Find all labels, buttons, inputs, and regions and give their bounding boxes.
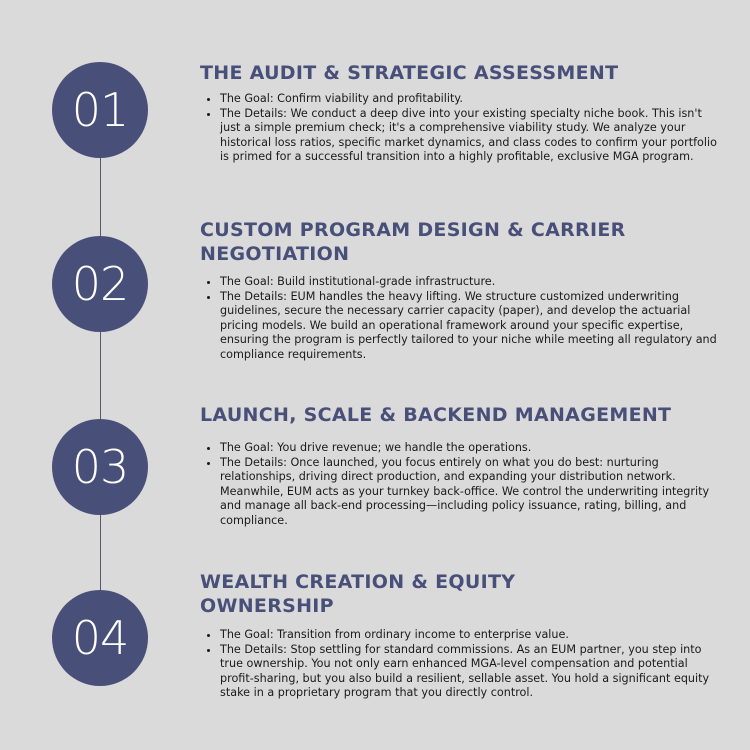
step-3-goal: • The Goal: You drive revenue; we handle the operations. (220, 441, 720, 456)
step-3-block (200, 403, 720, 529)
step-1-details: • The Details: We conduct a deep dive into your existing specialty niche book. This isn't just a simple premium check; it's a comprehensive viability study. We analyze your historical loss ratios, specific market dynamics, and class codes to confirm your portfolio is primed for a successful transition into a highly profitable, exclusive MGA program. (220, 107, 720, 165)
step-2-title: CUSTOM PROGRAM DESIGN & CARRIER NEGOTIATION (200, 219, 626, 265)
step-1-circle (52, 62, 148, 158)
step-1-number: 01 (71, 83, 129, 137)
step-1-title: THE AUDIT & STRATEGIC ASSESSMENT (200, 62, 619, 84)
step-2-number: 02 (71, 257, 129, 311)
step-3-circle (52, 419, 148, 515)
step-2-list (200, 275, 720, 363)
step-4-number: 04 (71, 611, 129, 665)
step-3-details: • The Details: Once launched, you focus entirely on what you do best: nurturing relationships, driving direct production, and expanding your distribution network. Meanwhile, EUM acts as your turnkey back-office. We control the underwriting integrity and manage all back-end processing—including policy issuance, rating, billing, and compliance. (220, 456, 720, 529)
step-2-circle (52, 236, 148, 332)
step-4-block (200, 570, 720, 701)
step-2-details: • The Details: EUM handles the heavy lifting. We structure customized underwriting guidelines, secure the necessary carrier capacity (paper), and develop the actuarial pricing models. We build an operational framework around your specific expertise, ensuring the program is perfectly tailored to your niche while meeting all regulatory and compliance requirements. (220, 290, 720, 363)
step-3-number: 03 (71, 440, 129, 494)
step-4-title: WEALTH CREATION & EQUITY OWNERSHIP (200, 571, 516, 617)
step-1-block (200, 61, 720, 165)
step-3-title: LAUNCH, SCALE & BACKEND MANAGEMENT (200, 404, 672, 426)
timeline-line (100, 110, 101, 630)
step-4-list (200, 628, 720, 701)
step-2-block (200, 218, 720, 363)
step-1-goal: • The Goal: Confirm viability and profitability. (220, 92, 720, 107)
step-4-circle (52, 590, 148, 686)
step-1-list (200, 92, 720, 165)
step-3-list (200, 441, 720, 529)
step-4-goal: • The Goal: Transition from ordinary income to enterprise value. (220, 628, 720, 643)
step-2-goal: • The Goal: Build institutional-grade infrastructure. (220, 275, 720, 290)
step-4-details: • The Details: Stop settling for standard commissions. As an EUM partner, you step into true ownership. You not only earn enhanced MGA-level compensation and potential profit-sharing, but you also build a resilient, sellable asset. You hold a significant equity stake in a proprietary program that you directly control. (220, 643, 720, 701)
